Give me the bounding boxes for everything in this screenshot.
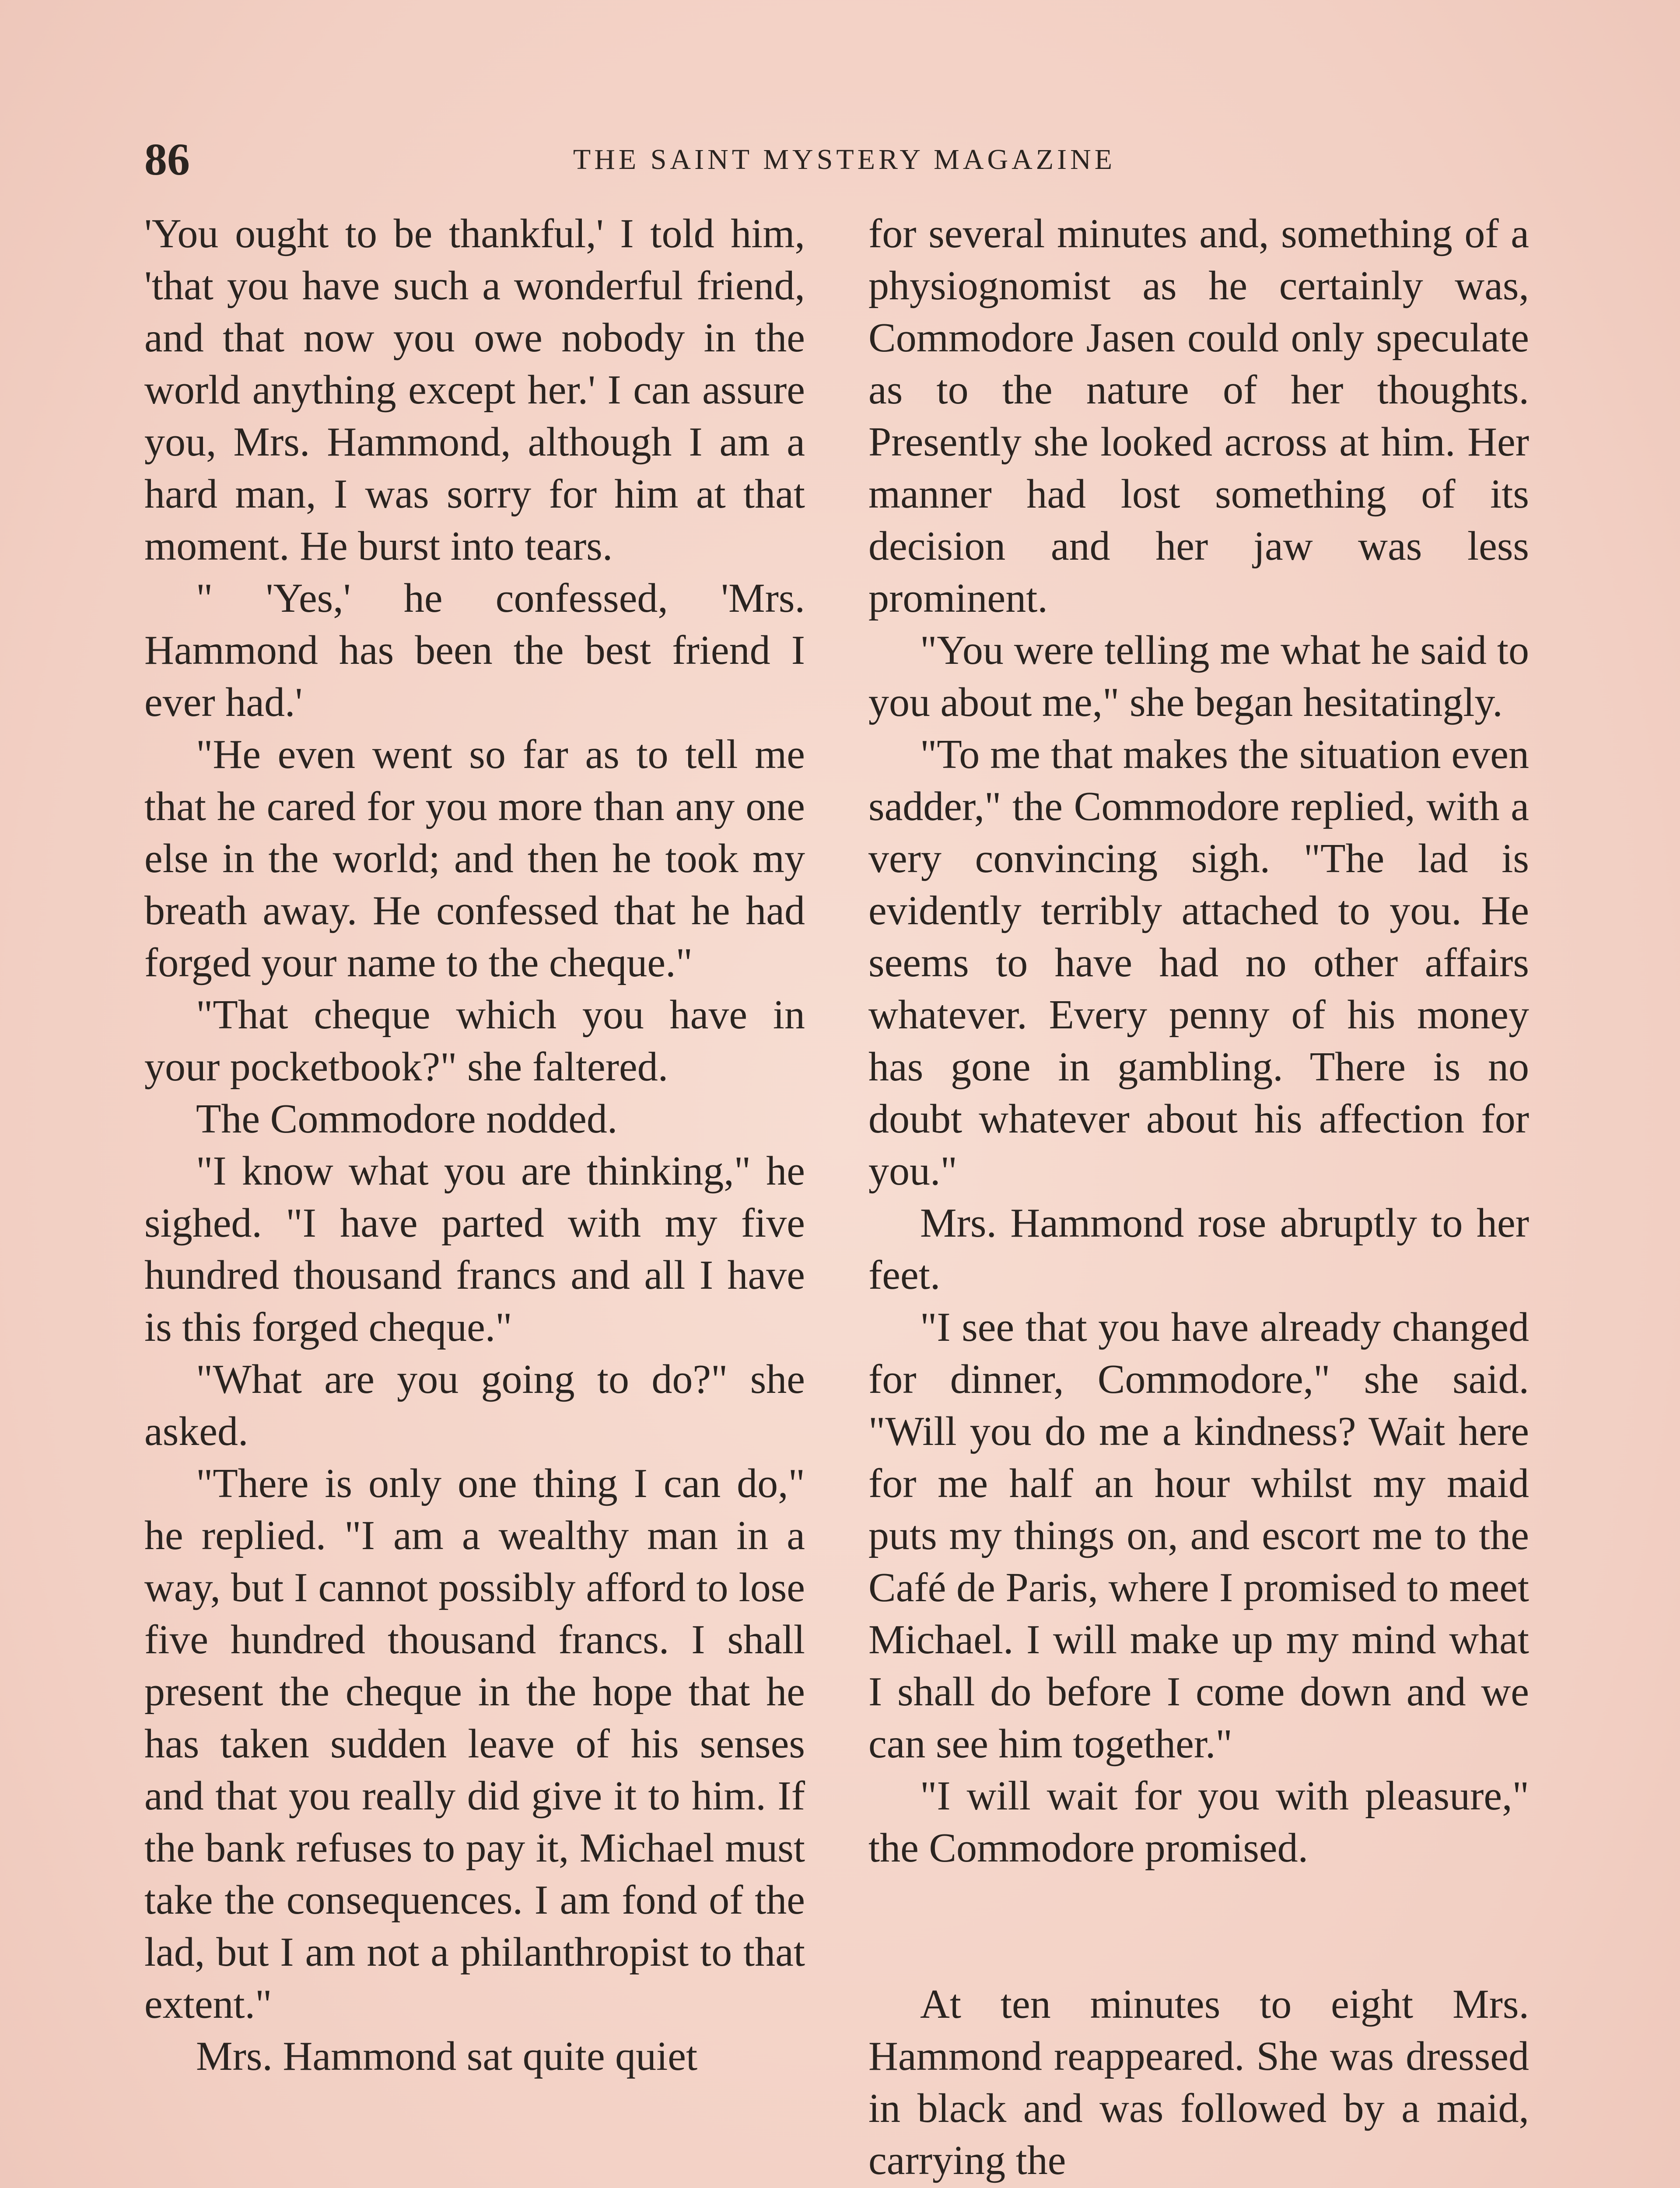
- page-number: 86: [144, 134, 190, 185]
- paragraph: "What are you going to do?" she asked.: [144, 1357, 805, 1454]
- paragraph: "There is only one thing I can do," he replied. "I am a wealthy man in a way, but I cannot possibly afford to lose five hundred thousand francs. I shall present the cheque in the hope that he has taken sudden leave of his senses and that you really did give it to him. If the bank refuses to pay it, Michael must take the consequences. I am fond of the lad, but I am not a philanthropist to that extent.": [144, 1461, 805, 2027]
- paragraph: Mrs. Hammond rose abruptly to her feet.: [868, 1200, 1529, 1298]
- paragraph: "I will wait for you with pleasure," the Commodore promised.: [868, 1773, 1529, 1871]
- paragraph: At ten minutes to eight Mrs. Hammond reappeared. She was dressed in black and was followed by a maid, carrying the: [868, 1981, 1529, 2183]
- right-column: [868, 208, 1529, 2187]
- paragraph: "To me that makes the situation even sadder," the Commodore replied, with a very convincing sigh. "The lad is evidently terribly attached to you. He seems to have had no other affairs whatever. Every penny of his money has gone in gambling. There is no doubt whatever about his affection for you.": [868, 732, 1529, 1194]
- paragraph: "He even went so far as to tell me that he cared for you more than any one else in the world; and then he took my breath away. He confessed that he had forged your name to the cheque.": [144, 732, 805, 985]
- page-header: [144, 127, 1544, 193]
- paragraph: Mrs. Hammond sat quite quiet: [196, 2034, 698, 2079]
- running-title: THE SAINT MYSTERY MAGAZINE: [573, 144, 1116, 175]
- paragraph: "You were telling me what he said to you about me," she began hesitatingly.: [868, 628, 1529, 725]
- paragraph: "I know what you are thinking," he sighed. "I have parted with my five hundred thousand francs and all I have is this forged cheque.": [144, 1148, 805, 1350]
- paragraph: 'You ought to be thankful,' I told him, 'that you have such a wonderful friend, and that now you owe nobody in the world anything except her.' I can assure you, Mrs. Hammond, although I am a hard man, I was sorry for him at that moment. He burst into tears.: [144, 211, 805, 569]
- paragraph: "That cheque which you have in your pocketbook?" she faltered.: [144, 992, 805, 1090]
- left-column: [144, 208, 805, 2083]
- paragraph: The Commodore nodded.: [196, 1096, 618, 1142]
- paragraph: " 'Yes,' he confessed, 'Mrs. Hammond has been the best friend I ever had.': [144, 575, 805, 725]
- paragraph: "I see that you have already changed for dinner, Commodore," she said. "Will you do me a kindness? Wait here for me half an hour whilst my maid puts my things on, and escort me to the Café de Paris, where I promised to meet Michael. I will make up my mind what I shall do before I come down and we can see him together.": [868, 1304, 1529, 1767]
- paragraph: for several minutes and, something of a physiognomist as he certainly was, Commodore Jasen could only speculate as to the nature of her thoughts. Presently she looked across at him. Her manner had lost something of its decision and her jaw was less prominent.: [868, 211, 1529, 621]
